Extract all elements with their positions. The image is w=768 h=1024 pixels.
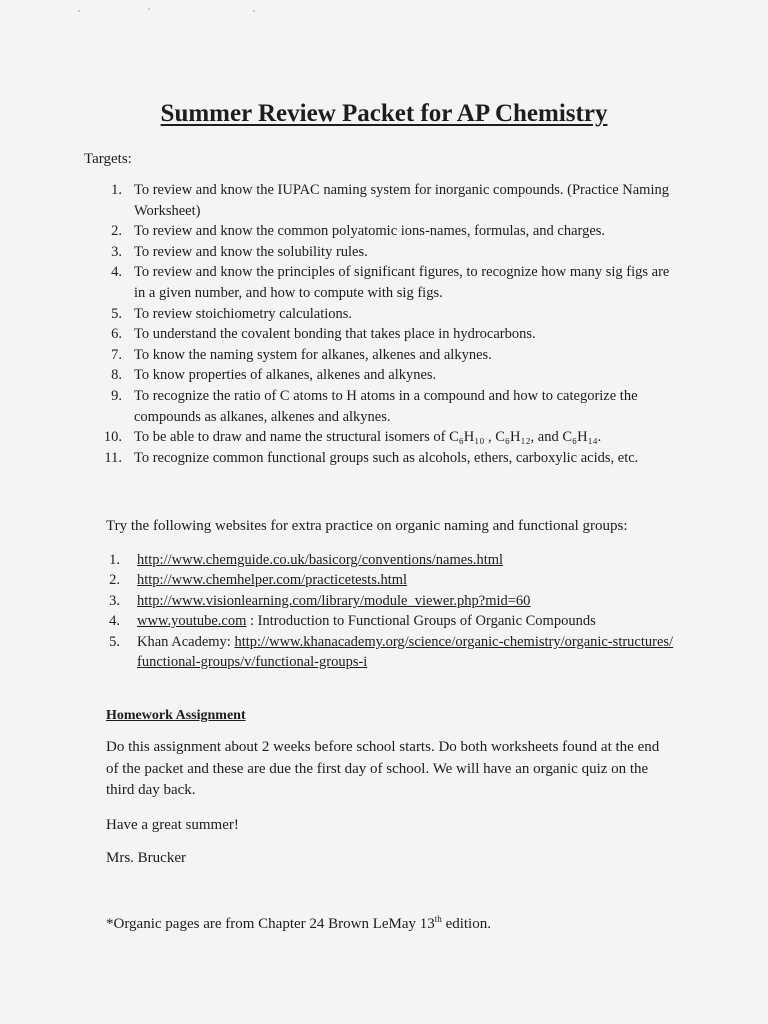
websites-list [95, 550, 675, 672]
website-item [95, 570, 675, 590]
scan-speck [148, 8, 150, 10]
list-number: 1. [111, 182, 122, 198]
closing-line: Have a great summer! [106, 817, 239, 833]
targets-list [92, 180, 672, 468]
list-number: 7. [111, 346, 122, 363]
scan-speck [78, 10, 80, 12]
homework-paragraph: Do this assignment about 2 weeks before school starts. Do both worksheets found at the end of the packet and these are due the first day of school. We will have an organic quiz on the third day back. [106, 739, 660, 798]
target-text: To know properties of alkanes, alkenes and alkynes. [134, 367, 437, 384]
footnote-text: *Organic pages are from Chapter 24 Brown LeMay 13 [106, 916, 435, 932]
footnote [106, 914, 491, 933]
targets-label: Targets: [84, 151, 132, 167]
websites-intro: Try the following websites for extra practice on organic naming and functional groups: [106, 518, 628, 534]
list-number: 4. [109, 613, 120, 630]
website-item [95, 591, 675, 611]
list-number: 4. [111, 264, 122, 281]
website-link[interactable]: http://www.visionlearning.com/library/module_viewer.php?mid=60 [137, 592, 531, 609]
website-item [95, 611, 675, 631]
target-item [92, 180, 672, 221]
footnote-end: edition. [441, 916, 491, 932]
target-item [92, 324, 672, 345]
homework-heading: Homework Assignment [106, 708, 246, 723]
website-item [95, 550, 675, 570]
list-number: 11. [104, 449, 122, 466]
target-item [92, 262, 672, 303]
target-text: To recognize the ratio of C atoms to H atoms in a compound and how to categorize the compounds as alkanes, alkenes and alkynes. [134, 387, 638, 425]
website-link[interactable]: www.youtube.com [137, 613, 247, 630]
target-text: To review and know the IUPAC naming system for inorganic compounds. (Practice Naming Worksheet) [134, 182, 669, 219]
list-number: 3. [111, 243, 122, 260]
target-text: To recognize common functional groups such as alcohols, ethers, carboxylic acids, etc. [134, 449, 639, 466]
target-item [92, 386, 672, 427]
target-text: To know the naming system for alkanes, alkenes and alkynes. [134, 346, 492, 363]
target-item [92, 304, 672, 325]
target-text: To review and know the solubility rules. [134, 243, 368, 260]
target-item [92, 221, 672, 242]
scan-speck [253, 10, 255, 12]
website-description: : Introduction to Functional Groups of Organic Compounds [246, 613, 596, 630]
target-item [92, 427, 672, 448]
target-item [92, 345, 672, 366]
target-item [92, 365, 672, 386]
signature: Mrs. Brucker [106, 850, 186, 866]
website-label: Khan Academy: [137, 633, 235, 650]
list-number: 2. [109, 572, 120, 589]
website-link[interactable]: http://www.chemguide.co.uk/basicorg/conventions/names.html [137, 552, 504, 568]
list-number: 9. [111, 387, 122, 404]
page-title: Summer Review Packet for AP Chemistry [160, 100, 608, 127]
footnote-superscript: th [434, 914, 442, 924]
list-number: 5. [109, 633, 120, 650]
website-link[interactable]: http://www.chemhelper.com/practicetests.html [137, 572, 408, 589]
list-number: 8. [111, 367, 122, 384]
target-item [92, 448, 672, 469]
website-item [95, 632, 675, 673]
target-text: To understand the covalent bonding that takes place in hydrocarbons. [134, 326, 536, 343]
target-item [92, 242, 672, 263]
list-number: 5. [111, 305, 122, 322]
target-text: To review stoichiometry calculations. [134, 305, 353, 322]
list-number: 3. [109, 592, 120, 609]
target-text: To review and know the common polyatomic ions-names, formulas, and charges. [134, 223, 606, 240]
list-number: 10. [103, 429, 122, 446]
list-number: 2. [111, 223, 122, 240]
list-number: 1. [109, 552, 120, 568]
list-number: 6. [111, 326, 122, 343]
website-link[interactable]: http://www.khanacademy.org/science/organic-chemistry/organic-structures/functional-groups/v/functional-groups-i [137, 633, 674, 671]
target-text: To review and know the principles of significant figures, to recognize how many sig figs are in a given number, and how to compute with sig figs. [134, 264, 670, 301]
target-text: To be able to draw and name the structural isomers of C₆H₁₀ , C₆H₁₂, and C₆H₁₄. [134, 429, 602, 446]
